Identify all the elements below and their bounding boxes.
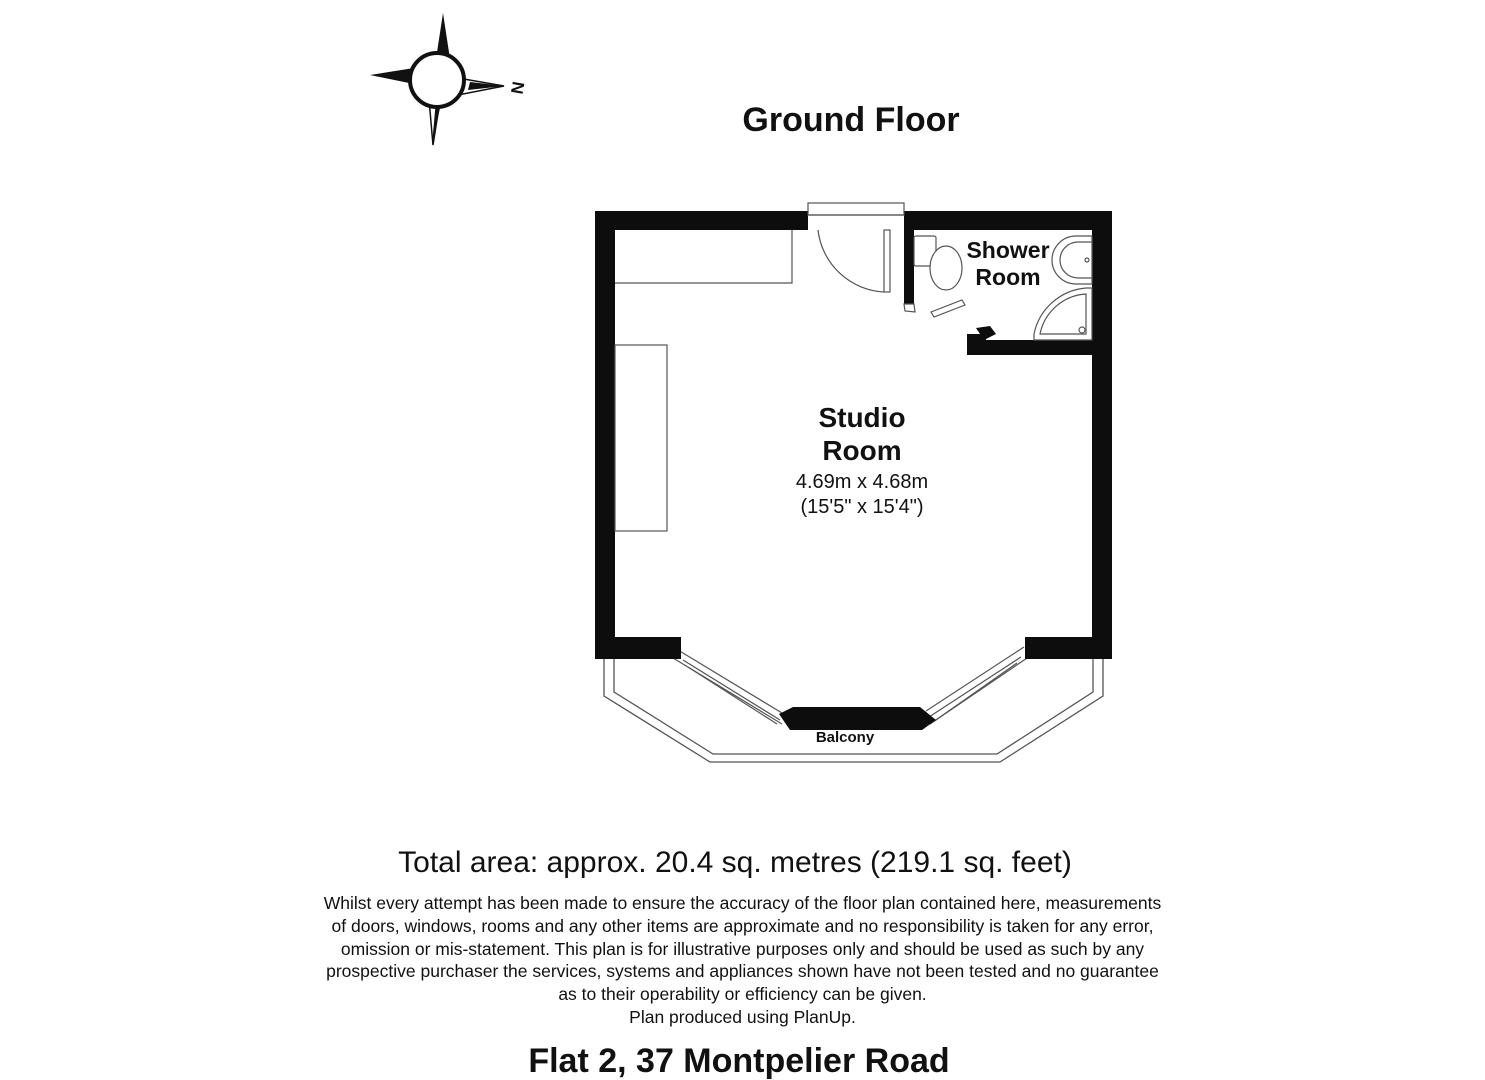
disclaimer [0,892,1485,1029]
studio-room-size-metric: 4.69m x 4.68m [795,471,929,493]
studio-room-name-line1: Studio [818,402,906,433]
disclaimer-line: Plan produced using PlanUp. [629,1006,856,1027]
shower-room-name-line1: Shower [966,237,1050,263]
disclaimer-line: omission or mis-statement. This plan is for illustrative purposes only and should be used as such by any [340,938,1145,959]
address-title: Flat 2, 37 Montpelier Road [528,1042,950,1080]
disclaimer-line: as to their operability or efficiency can be given. [558,984,927,1005]
studio-room-name-line2: Room [822,435,902,466]
shower-room-name-line2: Room [975,264,1041,290]
kitchen-counter [615,230,792,283]
toilet-icon [914,236,962,290]
studio-room-size-imperial: (15'5" x 15'4") [800,496,924,518]
disclaimer-line: Whilst every attempt has been made to ensure the accuracy of the floor plan contained here, measurements [323,893,1162,913]
sink-icon [1052,236,1092,284]
window [926,647,1030,724]
shower-tray-icon [1034,288,1092,340]
total-area: Total area: approx. 20.4 sq. metres (219.1 sq. feet) [398,846,1072,879]
disclaimer-line: prospective purchaser the services, systems and appliances shown have not been tested and no guarantee [326,961,1159,982]
entrance-door [808,203,904,292]
disclaimer-line: of doors, windows, rooms and any other items are approximate and no responsibility is taken for any error, [331,915,1154,936]
floor-title: Ground Floor [742,101,960,139]
window [673,650,782,724]
north-label: N [507,80,529,96]
compass-icon [370,13,504,145]
wardrobe [615,345,667,531]
balcony-label: Balcony [815,729,875,746]
